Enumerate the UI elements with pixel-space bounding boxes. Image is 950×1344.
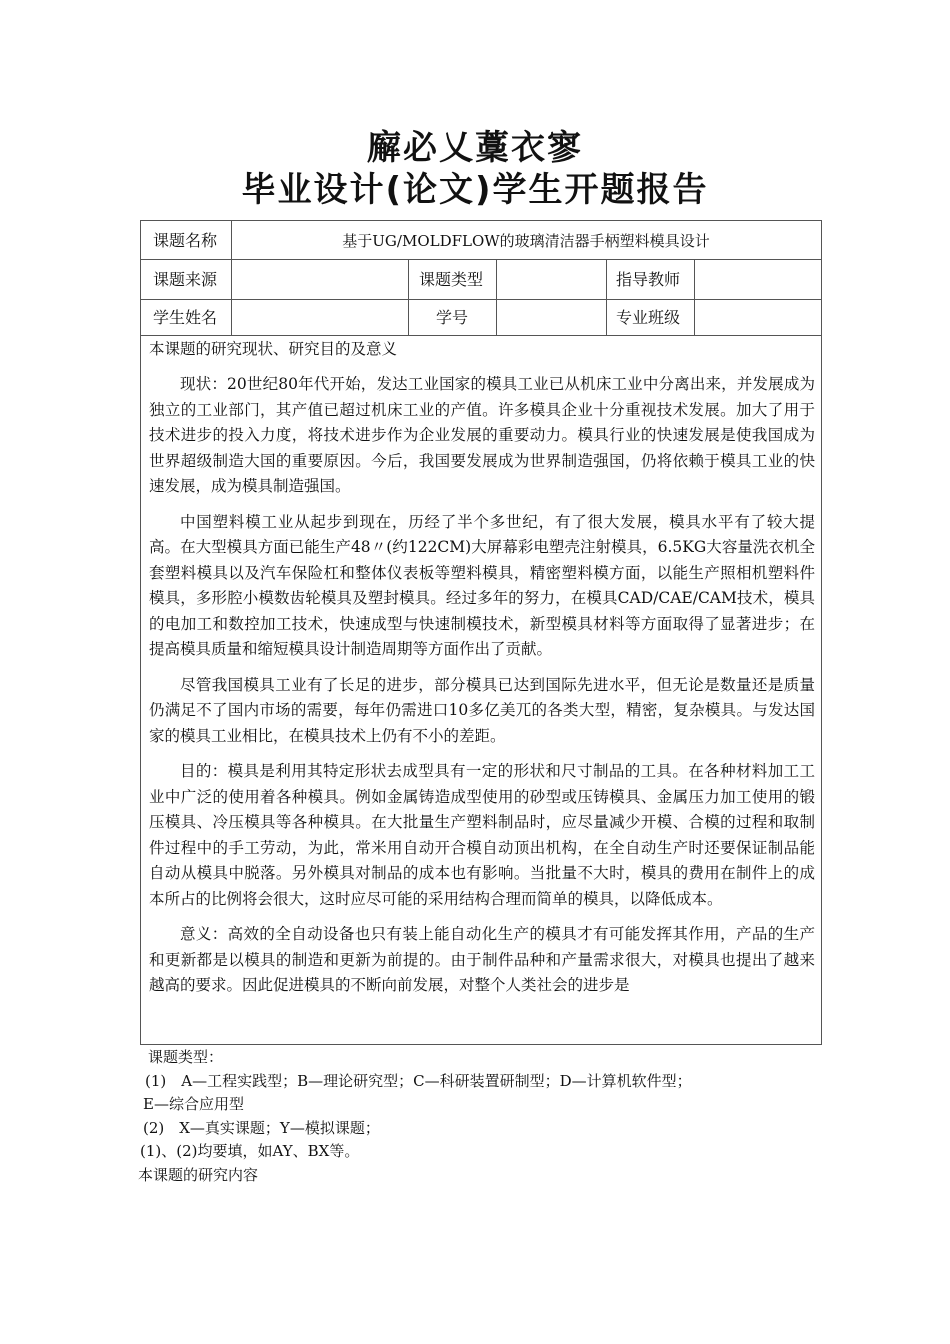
class-label: 专业班级 <box>616 308 681 327</box>
column-divider <box>694 259 695 335</box>
footnotes <box>140 1046 840 1187</box>
type-label: 课题类型 <box>419 270 484 289</box>
section-paragraph: 现状：20世纪80年代开始，发达工业国家的模具工业已从机床工业中分离出来，并发展成为独立的工业部门，其产值已超过机床工业的产值。许多模具企业十分重视技术发展。加大了用于技术进步的投入力度，将技术进步作为企业发展的重要动力。模具行业的快速发展是使我国成为世界超级制造大国的重要原因。今后，我国要发展成为世界制造强国，仍将依赖于模具工业的快速发展，成为模具制造强国。 <box>149 375 815 495</box>
next-section-heading: 本课题的研究内容 <box>138 1165 259 1184</box>
document-title: 毕业设计(论文)学生开题报告 <box>241 170 709 210</box>
note-line: E—综合应用型 <box>143 1095 244 1113</box>
row-divider <box>141 335 821 336</box>
section-paragraph: 尽管我国模具工业有了长足的进步，部分模具已达到国际先进水平，但无论是数量还是质量仍满足不了国内市场的需要，每年仍需进口10多亿美兀的各类大型，精密，复杂模具。与发达国家的模具工业相比，在模具技术上仍有不小的差距。 <box>149 675 815 745</box>
document-title-line1: 廨必乂藳衣寥 <box>367 128 583 168</box>
advisor-label: 指导教师 <box>616 270 681 289</box>
section-paragraph: 意义：高效的全自动设备也只有装上能自动化生产的模具才有可能发挥其作用，产品的生产和更新都是以模具的制造和更新为前提的。由于制件品种和产量需求很大，对模具也提出了越来越高的要求。因此促进模具的不断向前发展，对整个人类社会的进步是 <box>149 925 815 994</box>
row-divider <box>141 299 821 300</box>
column-divider <box>408 259 409 335</box>
research-section <box>149 341 815 1009</box>
section-paragraph: 中国塑料模工业从起步到现在，历经了半个多世纪，有了很大发展，模具水平有了较大提高。在大型模具方面已能生产48〃(约122CM)大屏幕彩电塑壳注射模具，6.5KG大容量洗衣机全套塑料模具以及汽车保险杠和整体仪表板等塑料模具，精密塑料模方面，以能生产照相机塑料件模具，多形腔小模数齿轮模具及塑封模具。经过多年的努力，在模具CAD/CAE/CAM技术，模具的电加工和数控加工技术，快速成型与快速制模技术，新型模具材料等方面取得了显著进步；在提高模具质量和缩短模具设计制造周期等方面作出了贡献。 <box>149 512 815 658</box>
topic-label: 课题名称 <box>153 231 218 250</box>
proposal-form-table <box>140 220 822 1045</box>
note-line: (1) A—工程实践型；B—理论研究型；C—科研装置研制型；D—计算机软件型； <box>145 1071 692 1090</box>
column-divider <box>496 259 497 335</box>
note-line: (2) X—真实课题；Y—模拟课题； <box>143 1118 380 1137</box>
note-line: (1)、(2)均要填，如AY、BX等。 <box>140 1142 360 1160</box>
student-label: 学生姓名 <box>153 308 218 327</box>
row-divider <box>141 259 821 260</box>
section-heading: 本课题的研究现状、研究目的及意义 <box>149 340 398 358</box>
topic-value: 基于UG/MOLDFLOW的玻璃清洁器手柄塑料模具设计 <box>342 232 710 250</box>
section-paragraph: 目的：模具是利用其特定形状去成型具有一定的形状和尺寸制品的工具。在各种材料加工工业中广泛的使用着各种模具。例如金属铸造成型使用的砂型或压铸模具、金属压力加工使用的锻压模具、冷压模具等各种模具。在大批量生产塑料制品时，应尽量减少开模、合模的过程和取制件过程中的手工劳动，为此，常米用自动开合模自动顶出机构，在全自动生产时还要保证制品能自动从模具中脱落。另外模具对制品的成本也有影响。当批量不大时，模具的费用在制件上的成本所占的比例将会很大，这时应尽可能的采用结构合理而简单的模具，以降低成本。 <box>149 762 815 908</box>
source-label: 课题来源 <box>153 270 218 289</box>
column-divider <box>606 259 607 335</box>
note-line: 课题类型： <box>148 1048 224 1066</box>
student-id-label: 学号 <box>436 308 469 327</box>
